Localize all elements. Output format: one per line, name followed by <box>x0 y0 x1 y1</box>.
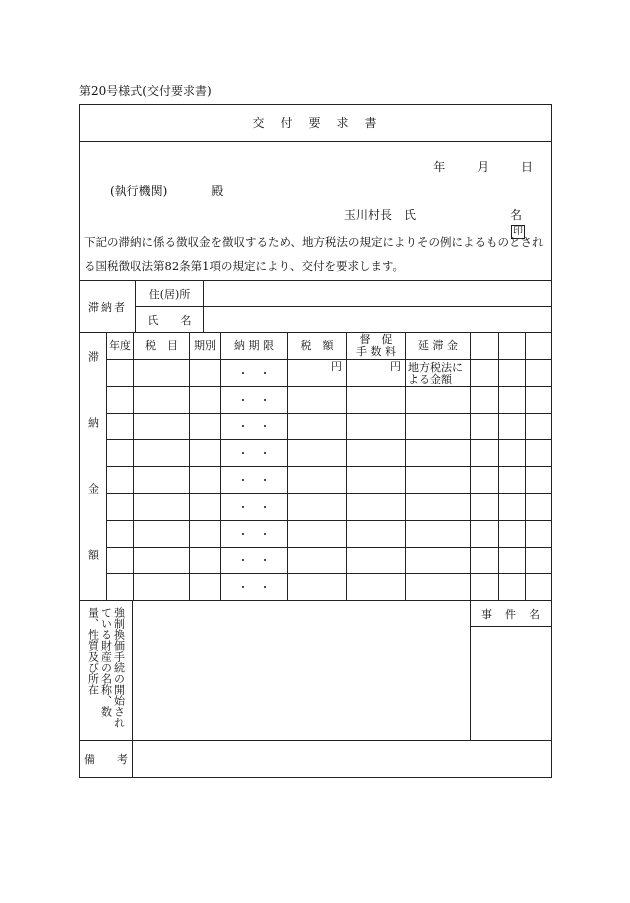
cell-amount[interactable] <box>288 467 347 494</box>
cell-amount[interactable]: 円 <box>288 360 347 387</box>
cell-tax-item[interactable] <box>134 574 190 601</box>
cell-late[interactable]: 地方税法による金額 <box>406 360 471 387</box>
case-name-field[interactable] <box>471 627 551 741</box>
cell-period[interactable] <box>190 467 221 494</box>
cell-late[interactable] <box>406 440 471 467</box>
cell-year[interactable] <box>107 360 134 387</box>
cell-tax-item[interactable] <box>134 494 190 521</box>
signer-name-suffix: 名印 <box>510 208 523 237</box>
date-day: 日 <box>520 160 533 174</box>
cell-late[interactable] <box>406 521 471 548</box>
cell-late[interactable] <box>406 387 471 414</box>
cell-tax-item[interactable] <box>134 387 190 414</box>
cell-year[interactable] <box>107 574 134 601</box>
property-label <box>80 601 133 741</box>
cell-fee[interactable] <box>347 574 406 601</box>
form-number-label: 第20号様式(交付要求書) <box>79 84 212 98</box>
cell-e3[interactable] <box>526 548 551 575</box>
signer-name: 玉川村長 氏 <box>344 208 417 222</box>
delinquent-amount-label-text: 滞 納 金 額 <box>86 351 100 583</box>
seal-mark: 印 <box>513 226 523 237</box>
cell-year[interactable] <box>107 494 134 521</box>
addressee <box>110 182 223 199</box>
header-period: 期別 <box>190 333 221 360</box>
addressee-agency: (執行機関) <box>110 184 168 198</box>
cell-tax-item[interactable] <box>134 521 190 548</box>
cell-period[interactable] <box>190 494 221 521</box>
cell-late[interactable] <box>406 548 471 575</box>
remarks-field[interactable] <box>133 741 551 777</box>
cell-e2[interactable] <box>499 548 526 575</box>
cell-tax-item[interactable] <box>134 548 190 575</box>
cell-fee[interactable] <box>347 467 406 494</box>
header-amount: 税 額 <box>288 333 347 360</box>
cell-e3[interactable] <box>526 574 551 601</box>
cell-period[interactable] <box>190 414 221 441</box>
cell-e3[interactable] <box>526 360 551 387</box>
cell-e2[interactable] <box>499 521 526 548</box>
cell-e1[interactable] <box>471 574 499 601</box>
cell-e1[interactable] <box>471 414 499 441</box>
signer <box>344 206 523 237</box>
delinquent-label: 滞納者 <box>80 281 136 333</box>
cell-e1[interactable] <box>471 387 499 414</box>
cell-fee[interactable]: 円 <box>347 360 406 387</box>
intro-section <box>80 142 551 281</box>
body-text: 下記の滞納に係る徴収金を徴収するため、地方税法の規定によりその例によるものとされる国税徴収法第82条第1項の規定により、交付を要求します。 <box>84 235 544 273</box>
cell-tax-item[interactable] <box>134 360 190 387</box>
cell-amount[interactable] <box>288 521 347 548</box>
header-tax-item: 税 目 <box>134 333 190 360</box>
cell-e3[interactable] <box>526 494 551 521</box>
cell-period[interactable] <box>190 387 221 414</box>
cell-amount[interactable] <box>288 440 347 467</box>
cell-e1[interactable] <box>471 467 499 494</box>
cell-year[interactable] <box>107 387 134 414</box>
case-name-label: 事 件 名 <box>471 601 551 627</box>
cell-amount[interactable] <box>288 548 347 575</box>
header-e3 <box>526 333 551 360</box>
header-year: 年度 <box>107 333 134 360</box>
cell-due[interactable]: ・ ・ <box>221 548 288 575</box>
name-label: 氏 名 <box>136 307 204 333</box>
cell-due[interactable]: ・ ・ <box>221 360 288 387</box>
cell-due[interactable]: ・ ・ <box>221 467 288 494</box>
cell-due[interactable]: ・ ・ <box>221 574 288 601</box>
cell-period[interactable] <box>190 521 221 548</box>
cell-amount[interactable] <box>288 414 347 441</box>
cell-e1[interactable] <box>471 440 499 467</box>
cell-due[interactable]: ・ ・ <box>221 387 288 414</box>
cell-amount[interactable] <box>288 574 347 601</box>
cell-e3[interactable] <box>526 440 551 467</box>
cell-due[interactable]: ・ ・ <box>221 494 288 521</box>
cell-fee[interactable] <box>347 387 406 414</box>
cell-due[interactable]: ・ ・ <box>221 440 288 467</box>
header-e1 <box>471 333 499 360</box>
address-label: 住(居)所 <box>136 281 204 307</box>
cell-fee[interactable] <box>347 440 406 467</box>
cell-e1[interactable] <box>471 494 499 521</box>
cell-e2[interactable] <box>499 414 526 441</box>
cell-fee[interactable] <box>347 521 406 548</box>
request-form <box>79 104 552 778</box>
cell-late[interactable] <box>406 574 471 601</box>
cell-year[interactable] <box>107 521 134 548</box>
delinquent-amount-label <box>80 333 107 601</box>
address-field[interactable] <box>204 281 551 307</box>
cell-period[interactable] <box>190 440 221 467</box>
cell-amount[interactable] <box>288 494 347 521</box>
cell-year[interactable] <box>107 467 134 494</box>
cell-due[interactable]: ・ ・ <box>221 414 288 441</box>
cell-e1[interactable] <box>471 548 499 575</box>
cell-e2[interactable] <box>499 494 526 521</box>
cell-period[interactable] <box>190 360 221 387</box>
cell-period[interactable] <box>190 548 221 575</box>
cell-fee[interactable] <box>347 494 406 521</box>
cell-fee[interactable] <box>347 414 406 441</box>
cell-period[interactable] <box>190 574 221 601</box>
date-month: 月 <box>477 160 490 174</box>
cell-e2[interactable] <box>499 387 526 414</box>
cell-fee[interactable] <box>347 548 406 575</box>
cell-tax-item[interactable] <box>134 467 190 494</box>
cell-e2[interactable] <box>499 467 526 494</box>
date-line <box>405 158 533 175</box>
cell-tax-item[interactable] <box>134 440 190 467</box>
cell-tax-item[interactable] <box>134 414 190 441</box>
cell-e2[interactable] <box>499 574 526 601</box>
cell-e3[interactable] <box>526 467 551 494</box>
header-e2 <box>499 333 526 360</box>
cell-e1[interactable] <box>471 360 499 387</box>
date-year: 年 <box>433 160 446 174</box>
property-label-text: 強制換価手続の開始されている財産の名称、数量、性質及び所在 <box>86 607 126 728</box>
header-fee: 督 促 手 数 料 <box>347 333 406 360</box>
cell-late[interactable] <box>406 467 471 494</box>
cell-e3[interactable] <box>526 414 551 441</box>
cell-year[interactable] <box>107 548 134 575</box>
cell-late[interactable] <box>406 414 471 441</box>
addressee-honorific: 殿 <box>211 184 224 198</box>
cell-late[interactable] <box>406 494 471 521</box>
cell-e1[interactable] <box>471 521 499 548</box>
cell-year[interactable] <box>107 414 134 441</box>
cell-e2[interactable] <box>499 360 526 387</box>
form-title: 交 付 要 求 書 <box>80 105 551 142</box>
remarks-label: 備 考 <box>80 741 133 777</box>
cell-e3[interactable] <box>526 387 551 414</box>
name-field[interactable] <box>204 307 551 333</box>
property-field[interactable] <box>133 601 471 741</box>
cell-amount[interactable] <box>288 387 347 414</box>
header-late: 延 滞 金 <box>406 333 471 360</box>
cell-due[interactable]: ・ ・ <box>221 521 288 548</box>
cell-e3[interactable] <box>526 521 551 548</box>
cell-e2[interactable] <box>499 440 526 467</box>
cell-year[interactable] <box>107 440 134 467</box>
header-due: 納 期 限 <box>221 333 288 360</box>
